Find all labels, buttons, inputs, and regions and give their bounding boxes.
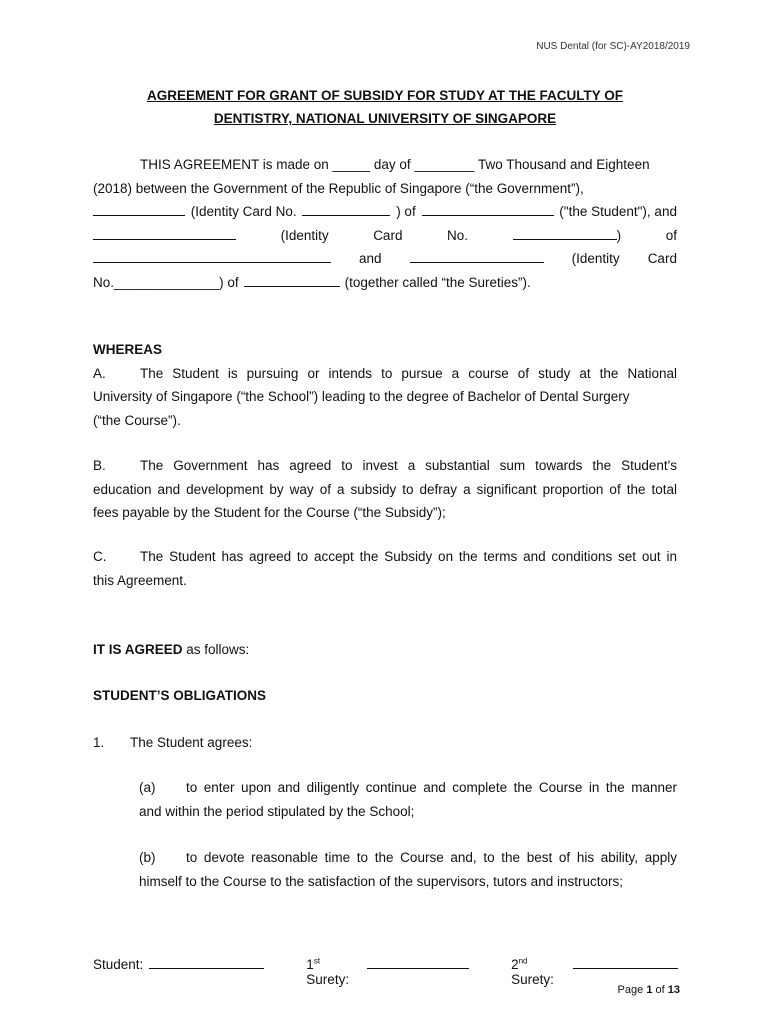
no-word: No. [447,227,469,243]
id-card-label: (Identity Card No. [190,204,297,219]
intro-line-2: (2018) between the Government of the Republic of Singapore (“the Government”), [93,180,584,196]
id-blank [302,203,390,216]
surety1-num: 1 [306,957,314,972]
recital-c-line-2: this Agreement. [93,572,187,588]
whereas-heading: WHEREAS [93,342,163,357]
intro-line-6 [93,271,677,295]
clause-1b [139,846,677,893]
page-total: 13 [667,984,680,996]
clause-1 [93,731,677,755]
surety1-id-blank [513,227,617,240]
student-label: ("the Student"), and [559,204,677,219]
surety1-signature-label [306,957,360,987]
signature-row [93,956,677,987]
title-line-1: AGREEMENT FOR GRANT OF SUBSIDY FOR STUDY AT THE FACULTY OF [146,88,623,103]
intro-line-3 [93,200,677,224]
card-word-2: Card [647,251,677,266]
recital-b-line-1 [93,454,677,478]
clause-1b-line-1 [139,846,677,870]
recital-a-line-1 [93,362,677,386]
sureties-label: (together called “the Sureties”). [344,274,531,290]
clause-1b-text: to devote reasonable time to the Course and, to the best of his ability, apply [186,850,677,865]
it-is-agreed [93,638,677,662]
page-number [618,984,680,996]
document-header-tag: NUS Dental (for SC)-AY2018/2019 [536,41,690,52]
page-current: 1 [646,984,653,996]
surety1-name-blank [93,227,236,240]
intro-line-1: THIS AGREEMENT is made on _____ day of ________ Two Thousand and Eighteen [140,157,650,172]
surety2-rest: Surety: [511,972,554,987]
student-signature [93,956,264,972]
of-word-footer: of [655,984,665,996]
surety2-address-blank [244,274,340,287]
of-label: ) of [396,204,416,219]
recital-b-line-3: fees payable by the Student for the Course (“the Subsidy”); [93,505,446,520]
intro-line-4 [93,224,677,248]
address-blank [422,203,554,216]
intro-paragraph [93,153,677,294]
recital-c-label: C. [93,549,107,564]
identity-word-2: (Identity [571,251,620,266]
surety1-signature [306,956,469,987]
recital-b-label: B. [93,458,106,473]
recital-b-line-2: education and development by way of a subsidy to defray a significant proportion of the total [93,481,677,497]
recital-a-line-3: (“the Course”). [93,412,181,428]
surety1-rest: Surety: [306,972,350,987]
recital-c [93,545,677,592]
identity-word: (Identity [280,227,329,243]
surety2-num: 2 [511,957,519,972]
surety1-signature-blank[interactable] [367,956,470,969]
name-blank [93,203,185,216]
surety2-signature-label [511,957,567,987]
of-word: of [665,227,677,243]
surety2-name-blank [410,250,544,263]
student-signature-blank[interactable] [149,956,264,969]
clause-1a-line-2: and within the period stipulated by the School; [139,803,415,819]
surety2-signature-blank[interactable] [573,956,678,969]
clause-1-number: 1. [93,735,105,750]
close-paren: ) [616,227,622,243]
clause-1a-text: to enter upon and diligently continue and complete the Course in the manner [186,780,677,795]
intro-line-5 [93,247,677,271]
recital-a-text: The Student is pursuing or intends to pursue a course of study at the National [140,365,677,381]
surety1-address-blank [93,250,331,263]
agreed-bold: IT IS AGREED [93,642,183,657]
page-word: Page [617,984,644,996]
recital-c-text: The Student has agreed to accept the Subsidy on the terms and conditions set out in [140,549,677,564]
obligations-heading: STUDENT’S OBLIGATIONS [93,688,267,703]
recital-b-text: The Government has agreed to invest a substantial sum towards the Student's [140,458,677,473]
title-line-2: DENTISTRY, NATIONAL UNIVERSITY OF SINGAPORE [213,111,557,126]
clause-1a-label: (a) [139,780,156,795]
clause-1-lead: The Student agrees: [130,735,253,750]
agreed-rest: as follows: [182,642,250,657]
recital-a-label: A. [93,365,106,381]
recital-a-line-2: University of Singapore (“the School”) leading to the degree of Bachelor of Dental Surgery [93,389,630,404]
recital-b [93,454,677,525]
surety2-signature [511,956,678,987]
clause-1a-line-1 [139,776,677,800]
clause-1b-label: (b) [139,850,156,865]
clause-1b-line-2: himself to the Course to the satisfaction of the supervisors, tutors and instructors; [139,873,623,889]
surety2-id-text: No.______________) of [93,274,239,290]
whereas-section [93,338,677,432]
surety1-sup: st [313,956,321,966]
recital-c-line-1 [93,545,677,569]
card-word: Card [373,227,403,243]
clause-1a [139,776,677,823]
surety2-sup: nd [518,956,528,966]
and-word: and [359,251,382,266]
student-signature-label: Student: [93,957,144,972]
